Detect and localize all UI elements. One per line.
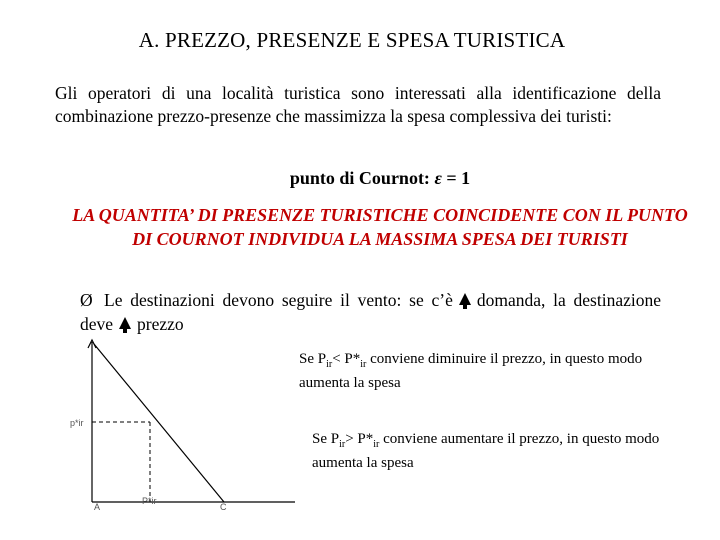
bullet-text-1: Le destinazioni devono seguire il vento: se c’è bbox=[104, 290, 453, 310]
intro-paragraph: Gli operatori di una località turistica sono interessati alla identificazione della combinazione prezzo-presenze che massimizza la spesa complessiva dei turisti: bbox=[55, 83, 661, 126]
up-arrow-icon bbox=[119, 317, 131, 329]
note1-text-c: conviene diminuire il prezzo, in questo modo aumenta la spesa bbox=[299, 351, 643, 391]
note-raise-price bbox=[312, 430, 672, 473]
note-lower-price bbox=[299, 350, 659, 393]
bullet-point bbox=[80, 288, 661, 336]
x-tick-label: P*ir bbox=[142, 496, 157, 506]
demand-line bbox=[94, 344, 224, 502]
up-arrow-icon bbox=[459, 293, 471, 305]
note2-text-c: conviene aumentare il prezzo, in questo modo aumenta la spesa bbox=[312, 431, 660, 471]
bullet-text-3: prezzo bbox=[137, 314, 184, 334]
bullet-marker: Ø bbox=[80, 290, 93, 310]
note1-sub-b: ir bbox=[360, 359, 367, 370]
end-label: C bbox=[220, 502, 227, 512]
note2-sub-b: ir bbox=[373, 439, 380, 450]
note1-sub-a: ir bbox=[326, 359, 333, 370]
note2-text-b: > P* bbox=[345, 431, 374, 447]
slide-title: A. PREZZO, PRESENZE E SPESA TURISTICA bbox=[138, 28, 566, 52]
bullet-text-2: domanda, la destinazione deve bbox=[80, 290, 661, 334]
highlight-statement: LA QUANTITA’ DI PRESENZE TURISTICHE COINCIDENTE CON IL PUNTO DI COURNOT INDIVIDUA LA MASSIMA SPESA DEI TURISTI bbox=[72, 205, 688, 249]
cournot-point-line bbox=[0, 168, 720, 189]
epsilon-symbol: ε bbox=[434, 168, 442, 188]
cournot-label: punto di Cournot: bbox=[289, 168, 435, 188]
note1-text-a: Se P bbox=[299, 351, 327, 367]
cournot-value: = 1 bbox=[441, 168, 471, 188]
y-tick-label: p*ir bbox=[70, 418, 84, 428]
note1-text-b: < P* bbox=[332, 351, 361, 367]
demand-graph bbox=[60, 330, 310, 530]
origin-label: A bbox=[94, 502, 101, 512]
note2-sub-a: ir bbox=[339, 439, 346, 450]
note2-text-a: Se P bbox=[312, 431, 340, 447]
